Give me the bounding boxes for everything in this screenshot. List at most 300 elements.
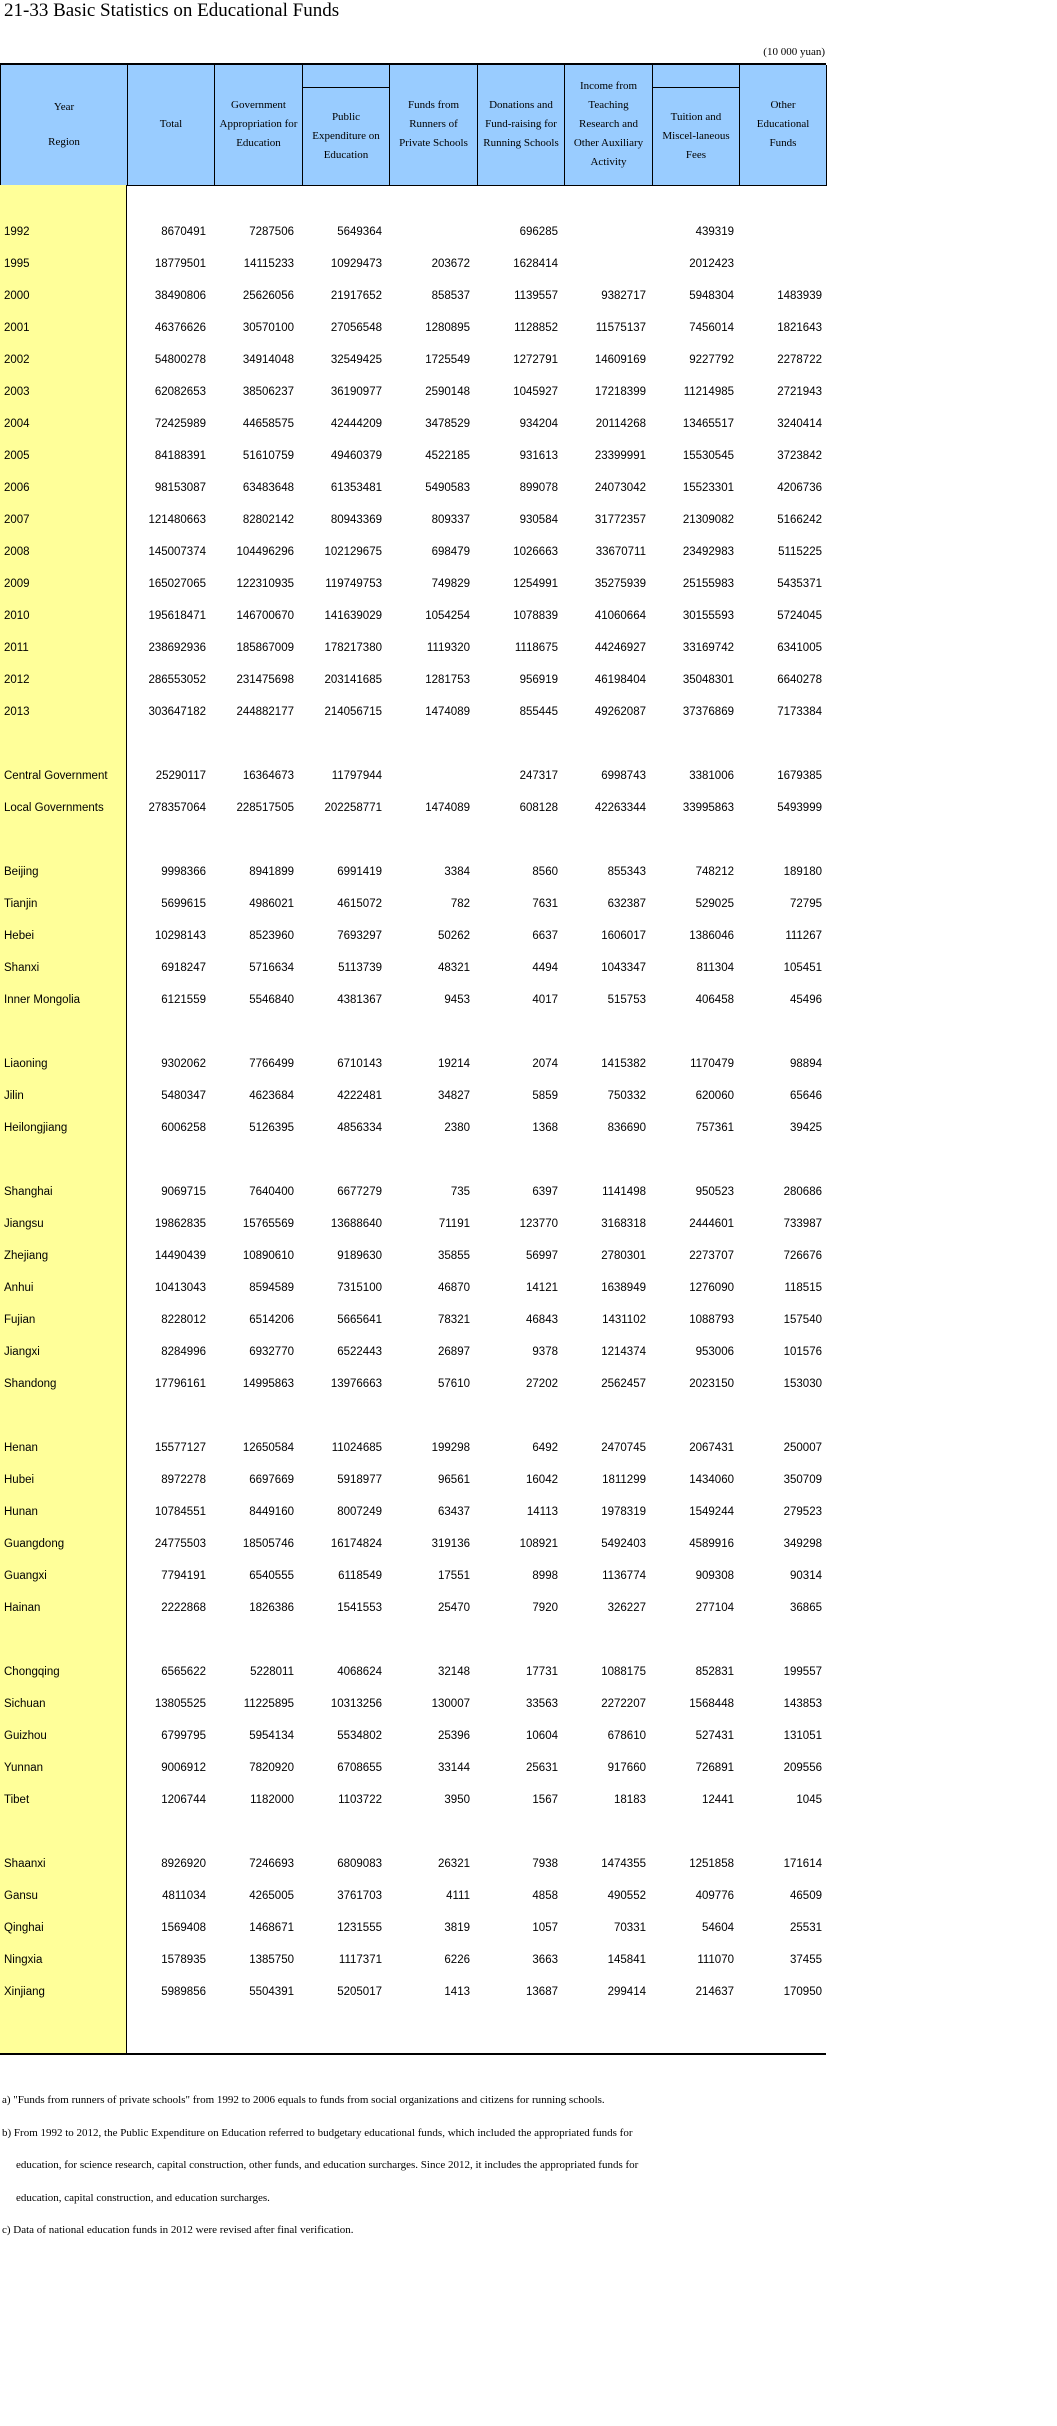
table-cell: 9378	[532, 1346, 558, 1358]
table-cell: 63483648	[242, 482, 294, 494]
table-cell: 3761703	[337, 1890, 382, 1902]
table-cell: 6341005	[777, 642, 822, 654]
table-cell: 145841	[607, 1954, 646, 1966]
table-cell: 111267	[785, 930, 822, 942]
table-cell: 1483939	[777, 290, 822, 302]
table-cell: 6708655	[337, 1762, 382, 1774]
table-cell: 956919	[519, 674, 558, 686]
table-cell: 1276090	[689, 1282, 734, 1294]
table-cell: 4494	[532, 962, 558, 974]
table-cell: 299414	[607, 1986, 646, 1998]
table-row	[0, 606, 826, 626]
table-cell: 6799795	[161, 1730, 206, 1742]
table-cell: 4017	[532, 994, 558, 1006]
row-label: 2007	[4, 514, 30, 526]
table-cell: 33670711	[595, 546, 646, 558]
table-cell: 4856334	[337, 1122, 382, 1134]
table-cell: 1628414	[513, 258, 558, 270]
table-cell: 350709	[783, 1474, 822, 1486]
table-cell: 35048301	[682, 674, 734, 686]
table-cell: 14121	[526, 1282, 558, 1294]
table-cell: 16364673	[242, 770, 294, 782]
page-title: 21-33 Basic Statistics on Educational Funds	[4, 0, 340, 21]
row-label: 2001	[4, 322, 30, 334]
table-cell: 529025	[695, 898, 734, 910]
table-cell: 2273707	[689, 1250, 734, 1262]
table-cell: 4623684	[249, 1090, 294, 1102]
row-label: Chongqing	[4, 1666, 60, 1678]
table-cell: 2562457	[601, 1378, 646, 1390]
table-cell: 855343	[607, 866, 646, 878]
table-row	[0, 1374, 826, 1394]
table-cell: 119749753	[325, 578, 382, 590]
col-header-public-expenditure: Public Expenditure on Education	[303, 87, 390, 185]
table-cell: 82802142	[242, 514, 294, 526]
table-cell: 34827	[438, 1090, 470, 1102]
table-cell: 4615072	[337, 898, 382, 910]
table-cell: 811304	[696, 962, 734, 974]
table-cell: 3381006	[689, 770, 734, 782]
table-cell: 31772357	[594, 514, 646, 526]
table-cell: 1413	[444, 1986, 470, 1998]
table-cell: 16174824	[330, 1538, 382, 1550]
table-cell: 1272791	[513, 354, 558, 366]
table-cell: 1251858	[689, 1858, 734, 1870]
table-cell: 202258771	[324, 802, 382, 814]
table-cell: 157540	[783, 1314, 822, 1326]
table-cell: 7794191	[161, 1570, 206, 1582]
table-row	[0, 1950, 826, 1970]
table-cell: 1136774	[602, 1570, 646, 1582]
table-cell: 18505746	[242, 1538, 294, 1550]
table-cell: 14113	[526, 1506, 558, 1518]
table-cell: 5948304	[689, 290, 734, 302]
table-cell: 5724045	[777, 610, 822, 622]
row-label: Heilongjiang	[4, 1122, 68, 1134]
table-cell: 9453	[444, 994, 470, 1006]
table-cell: 6514206	[249, 1314, 294, 1326]
table-cell: 1214374	[601, 1346, 646, 1358]
table-cell: 9227792	[689, 354, 734, 366]
table-cell: 13687	[526, 1986, 558, 1998]
table-cell: 6522443	[337, 1346, 382, 1358]
row-label: 2003	[4, 386, 30, 398]
table-row	[0, 542, 826, 562]
table-cell: 278357064	[148, 802, 206, 814]
table-cell: 2074	[532, 1058, 558, 1070]
table-cell: 349298	[783, 1538, 822, 1550]
table-cell: 2590148	[425, 386, 470, 398]
table-cell: 1578935	[161, 1954, 206, 1966]
table-cell: 1474089	[425, 802, 470, 814]
row-label: 2010	[4, 610, 30, 622]
table-cell: 37376869	[682, 706, 734, 718]
row-label: 2004	[4, 418, 30, 430]
table-cell: 20114268	[595, 418, 646, 430]
table-cell: 2470745	[601, 1442, 646, 1454]
row-label: Hebei	[4, 930, 35, 942]
table-cell: 36190977	[330, 386, 382, 398]
table-cell: 5504391	[249, 1986, 294, 1998]
table-cell: 33169742	[682, 642, 734, 654]
table-cell: 185867009	[236, 642, 294, 654]
table-cell: 111070	[697, 1954, 734, 1966]
row-label: Fujian	[4, 1314, 36, 1326]
table-cell: 178217380	[324, 642, 382, 654]
table-cell: 1043347	[601, 962, 646, 974]
table-cell: 17796161	[154, 1378, 206, 1390]
table-cell: 1431102	[602, 1314, 646, 1326]
table-cell: 1182000	[250, 1794, 294, 1806]
row-label: Hainan	[4, 1602, 41, 1614]
table-cell: 72795	[790, 898, 822, 910]
table-cell: 170950	[783, 1986, 822, 1998]
table-cell: 19214	[438, 1058, 470, 1070]
table-cell: 84188391	[154, 450, 206, 462]
table-cell: 1725549	[425, 354, 470, 366]
table-cell: 25396	[438, 1730, 470, 1742]
table-cell: 3950	[444, 1794, 470, 1806]
table-cell: 934204	[519, 418, 558, 430]
footnote-b-cont-2: education, capital construction, and education surcharges.	[16, 2191, 270, 2204]
table-cell: 4381367	[337, 994, 382, 1006]
table-cell: 72425989	[154, 418, 206, 430]
table-cell: 809337	[431, 514, 470, 526]
table-cell: 8284996	[161, 1346, 206, 1358]
table-cell: 6918247	[161, 962, 206, 974]
table-cell: 17731	[526, 1666, 558, 1678]
table-cell: 10298143	[154, 930, 206, 942]
table-cell: 1679385	[777, 770, 822, 782]
table-cell: 26897	[438, 1346, 470, 1358]
table-cell: 1280895	[425, 322, 470, 334]
table-cell: 39425	[790, 1122, 822, 1134]
region-header: Region	[48, 135, 80, 148]
table-cell: 108921	[519, 1538, 558, 1550]
table-cell: 102129675	[324, 546, 382, 558]
row-label: Ningxia	[4, 1954, 43, 1966]
table-cell: 5859	[532, 1090, 558, 1102]
table-cell: 1415382	[601, 1058, 646, 1070]
table-cell: 6397	[532, 1186, 558, 1198]
table-cell: 4222481	[337, 1090, 382, 1102]
table-cell: 1078839	[513, 610, 558, 622]
table-cell: 678610	[607, 1730, 646, 1742]
table-cell: 5492403	[601, 1538, 646, 1550]
table-cell: 11575137	[595, 322, 646, 334]
row-label: Gansu	[4, 1890, 38, 1902]
table-row	[0, 1278, 826, 1298]
table-cell: 733987	[783, 1218, 822, 1230]
table-cell: 18779501	[154, 258, 206, 270]
table-cell: 38490806	[154, 290, 206, 302]
col-header-other: Other Educational Funds	[740, 65, 827, 185]
table-cell: 8007249	[337, 1506, 382, 1518]
table-cell: 13976663	[330, 1378, 382, 1390]
table-cell: 35275939	[594, 578, 646, 590]
table-cell: 165027065	[148, 578, 206, 590]
row-label: 2002	[4, 354, 30, 366]
table-cell: 7693297	[337, 930, 382, 942]
table-cell: 214637	[695, 1986, 734, 1998]
row-label: Local Governments	[4, 802, 104, 814]
table-row	[0, 254, 826, 274]
table-cell: 1386046	[689, 930, 734, 942]
table-row	[0, 1118, 826, 1138]
row-label: Shandong	[4, 1378, 57, 1390]
table-cell: 9006912	[161, 1762, 206, 1774]
table-cell: 6118549	[338, 1570, 382, 1582]
table-cell: 280686	[783, 1186, 822, 1198]
row-label: 2009	[4, 578, 30, 590]
table-cell: 9382717	[601, 290, 646, 302]
table-cell: 199557	[783, 1666, 822, 1678]
table-cell: 65646	[790, 1090, 822, 1102]
table-cell: 54800278	[154, 354, 206, 366]
table-cell: 735	[450, 1186, 470, 1198]
table-cell: 1567	[532, 1794, 558, 1806]
table-cell: 141639029	[324, 610, 382, 622]
col-header-private-runners: Funds from Runners of Private Schools	[390, 65, 478, 185]
table-cell: 203672	[431, 258, 470, 270]
year-region-header	[1, 65, 128, 185]
table-cell: 46870	[438, 1282, 470, 1294]
table-cell: 130007	[431, 1698, 470, 1710]
table-cell: 3384	[444, 866, 470, 878]
row-label: 2006	[4, 482, 30, 494]
table-cell: 2222868	[161, 1602, 206, 1614]
table-cell: 1468671	[249, 1922, 294, 1934]
table-cell: 14609169	[594, 354, 646, 366]
table-cell: 3478529	[425, 418, 470, 430]
table-cell: 3240414	[777, 418, 822, 430]
table-cell: 632387	[607, 898, 646, 910]
table-cell: 6697669	[249, 1474, 294, 1486]
table-cell: 46198404	[594, 674, 646, 686]
table-cell: 63437	[438, 1506, 470, 1518]
table-row	[0, 1086, 826, 1106]
table-cell: 189180	[783, 866, 822, 878]
table-cell: 21917652	[330, 290, 382, 302]
table-cell: 25531	[790, 1922, 822, 1934]
table-cell: 6121559	[161, 994, 206, 1006]
table-cell: 123770	[519, 1218, 558, 1230]
row-label: 1995	[4, 258, 30, 270]
table-cell: 6710143	[337, 1058, 382, 1070]
table-cell: 118515	[784, 1282, 822, 1294]
table-cell: 238692936	[148, 642, 206, 654]
table-cell: 5435371	[777, 578, 822, 590]
table-row	[0, 638, 826, 658]
table-cell: 409776	[695, 1890, 734, 1902]
row-label: Zhejiang	[4, 1250, 49, 1262]
table-cell: 8594589	[249, 1282, 294, 1294]
row-label: 2013	[4, 706, 30, 718]
table-cell: 146700670	[236, 610, 294, 622]
table-cell: 195618471	[148, 610, 206, 622]
row-label: Qinghai	[4, 1922, 44, 1934]
table-row	[0, 1310, 826, 1330]
table-cell: 917660	[607, 1762, 646, 1774]
table-cell: 104496296	[236, 546, 294, 558]
table-cell: 2780301	[601, 1250, 646, 1262]
table-cell: 726891	[695, 1762, 734, 1774]
table-cell: 2012423	[689, 258, 734, 270]
table-cell: 8998	[532, 1570, 558, 1582]
table-cell: 13805525	[154, 1698, 206, 1710]
table-cell: 9998366	[161, 866, 206, 878]
row-label: Tianjin	[4, 898, 38, 910]
table-cell: 3663	[532, 1954, 558, 1966]
table-cell: 143853	[783, 1698, 822, 1710]
table-cell: 49460379	[330, 450, 382, 462]
table-cell: 145007374	[148, 546, 206, 558]
table-cell: 3168318	[601, 1218, 646, 1230]
table-cell: 153030	[783, 1378, 822, 1390]
table-cell: 3819	[444, 1922, 470, 1934]
table-cell: 14490439	[154, 1250, 206, 1262]
table-cell: 899078	[519, 482, 558, 494]
table-cell: 10784551	[154, 1506, 206, 1518]
table-cell: 70331	[614, 1922, 646, 1934]
table-cell: 950523	[695, 1186, 734, 1198]
row-label: 2011	[4, 642, 29, 654]
table-cell: 1170479	[690, 1058, 734, 1070]
table-cell: 5954134	[249, 1730, 294, 1742]
table-cell: 57610	[438, 1378, 470, 1390]
table-cell: 1139557	[514, 290, 558, 302]
table-cell: 105451	[783, 962, 822, 974]
table-cell: 15577127	[154, 1442, 206, 1454]
table-row	[0, 766, 826, 786]
table-cell: 490552	[607, 1890, 646, 1902]
row-label: Liaoning	[4, 1058, 48, 1070]
table-cell: 90314	[790, 1570, 822, 1582]
table-cell: 1385750	[249, 1954, 294, 1966]
row-label: Anhui	[4, 1282, 34, 1294]
table-cell: 80943369	[330, 514, 382, 526]
row-label: Shanxi	[4, 962, 40, 974]
table-cell: 858537	[431, 290, 470, 302]
table-cell: 909308	[695, 1570, 734, 1582]
table-row	[0, 1246, 826, 1266]
table-cell: 527431	[695, 1730, 734, 1742]
table-row	[0, 1918, 826, 1938]
row-label: Yunnan	[4, 1762, 44, 1774]
footnotes	[2, 2084, 822, 2247]
table-cell: 406458	[695, 994, 734, 1006]
table-cell: 14115233	[243, 258, 294, 270]
table-row	[0, 1566, 826, 1586]
table-cell: 61353481	[330, 482, 382, 494]
table-cell: 171614	[783, 1858, 822, 1870]
footnote-b-cont-1: education, for science research, capital construction, other funds, and education surcharges. Since 2012, it includes the appropriated funds for	[16, 2159, 639, 2171]
table-cell: 1821643	[777, 322, 822, 334]
table-cell: 122310935	[236, 578, 294, 590]
table-cell: 12441	[702, 1794, 734, 1806]
table-cell: 244882177	[236, 706, 294, 718]
table-cell: 1088793	[689, 1314, 734, 1326]
footnote-c: c) Data of national education funds in 2012 were revised after final verification.	[2, 2224, 354, 2236]
table-cell: 855445	[519, 706, 558, 718]
table-cell: 10413043	[154, 1282, 206, 1294]
table-cell: 32549425	[330, 354, 382, 366]
table-cell: 27202	[526, 1378, 558, 1390]
table-cell: 439319	[695, 226, 734, 238]
table-cell: 33563	[526, 1698, 558, 1710]
table-cell: 9069715	[161, 1186, 206, 1198]
table-row	[0, 286, 826, 306]
table-cell: 24775503	[154, 1538, 206, 1550]
row-label: Henan	[4, 1442, 38, 1454]
table-cell: 608128	[519, 802, 558, 814]
table-cell: 51610759	[242, 450, 294, 462]
table-cell: 5665641	[337, 1314, 382, 1326]
table-row	[0, 318, 826, 338]
table-cell: 18183	[614, 1794, 646, 1806]
unit-label: (10 000 yuan)	[763, 46, 825, 58]
table-cell: 5989856	[161, 1986, 206, 1998]
table-cell: 620060	[695, 1090, 734, 1102]
table-cell: 33995863	[682, 802, 734, 814]
table-cell: 7246693	[249, 1858, 294, 1870]
row-label: Guizhou	[4, 1730, 47, 1742]
table-cell: 23492983	[682, 546, 734, 558]
table-row	[0, 1342, 826, 1362]
table-cell: 1141498	[602, 1186, 646, 1198]
table-row	[0, 446, 826, 466]
table-cell: 8523960	[249, 930, 294, 942]
table-cell: 1811299	[602, 1474, 646, 1486]
table-cell: 515753	[607, 994, 646, 1006]
table-cell: 98153087	[154, 482, 206, 494]
table-row	[0, 510, 826, 530]
table-cell: 37455	[790, 1954, 822, 1966]
table-cell: 9189630	[337, 1250, 382, 1262]
table-cell: 7820920	[249, 1762, 294, 1774]
row-label: Sichuan	[4, 1698, 46, 1710]
table-cell: 748212	[695, 866, 734, 878]
table-cell: 1045	[796, 1794, 822, 1806]
table-cell: 23399991	[594, 450, 646, 462]
table-cell: 9302062	[161, 1058, 206, 1070]
row-label: Central Government	[4, 770, 108, 782]
col-header-total: Total	[128, 65, 215, 185]
table-cell: 1026663	[513, 546, 558, 558]
table-cell: 2721943	[777, 386, 822, 398]
table-cell: 5546840	[249, 994, 294, 1006]
table-cell: 12650584	[242, 1442, 294, 1454]
table-cell: 8228012	[161, 1314, 206, 1326]
table-cell: 1606017	[601, 930, 646, 942]
table-cell: 45496	[790, 994, 822, 1006]
table-cell: 8926920	[161, 1858, 206, 1870]
table-cell: 8972278	[161, 1474, 206, 1486]
table-cell: 5649364	[337, 226, 382, 238]
table-cell: 49262087	[594, 706, 646, 718]
table-cell: 8449160	[249, 1506, 294, 1518]
table-cell: 1569408	[161, 1922, 206, 1934]
table-cell: 6677279	[337, 1186, 382, 1198]
col-header-tuition: Tuition and Miscel-laneous Fees	[653, 87, 740, 185]
table-cell: 1638949	[601, 1282, 646, 1294]
table-cell: 6565622	[161, 1666, 206, 1678]
table-cell: 5490583	[425, 482, 470, 494]
table-cell: 6006258	[161, 1122, 206, 1134]
table-cell: 2067431	[689, 1442, 734, 1454]
table-cell: 6492	[532, 1442, 558, 1454]
table-cell: 199298	[431, 1442, 470, 1454]
